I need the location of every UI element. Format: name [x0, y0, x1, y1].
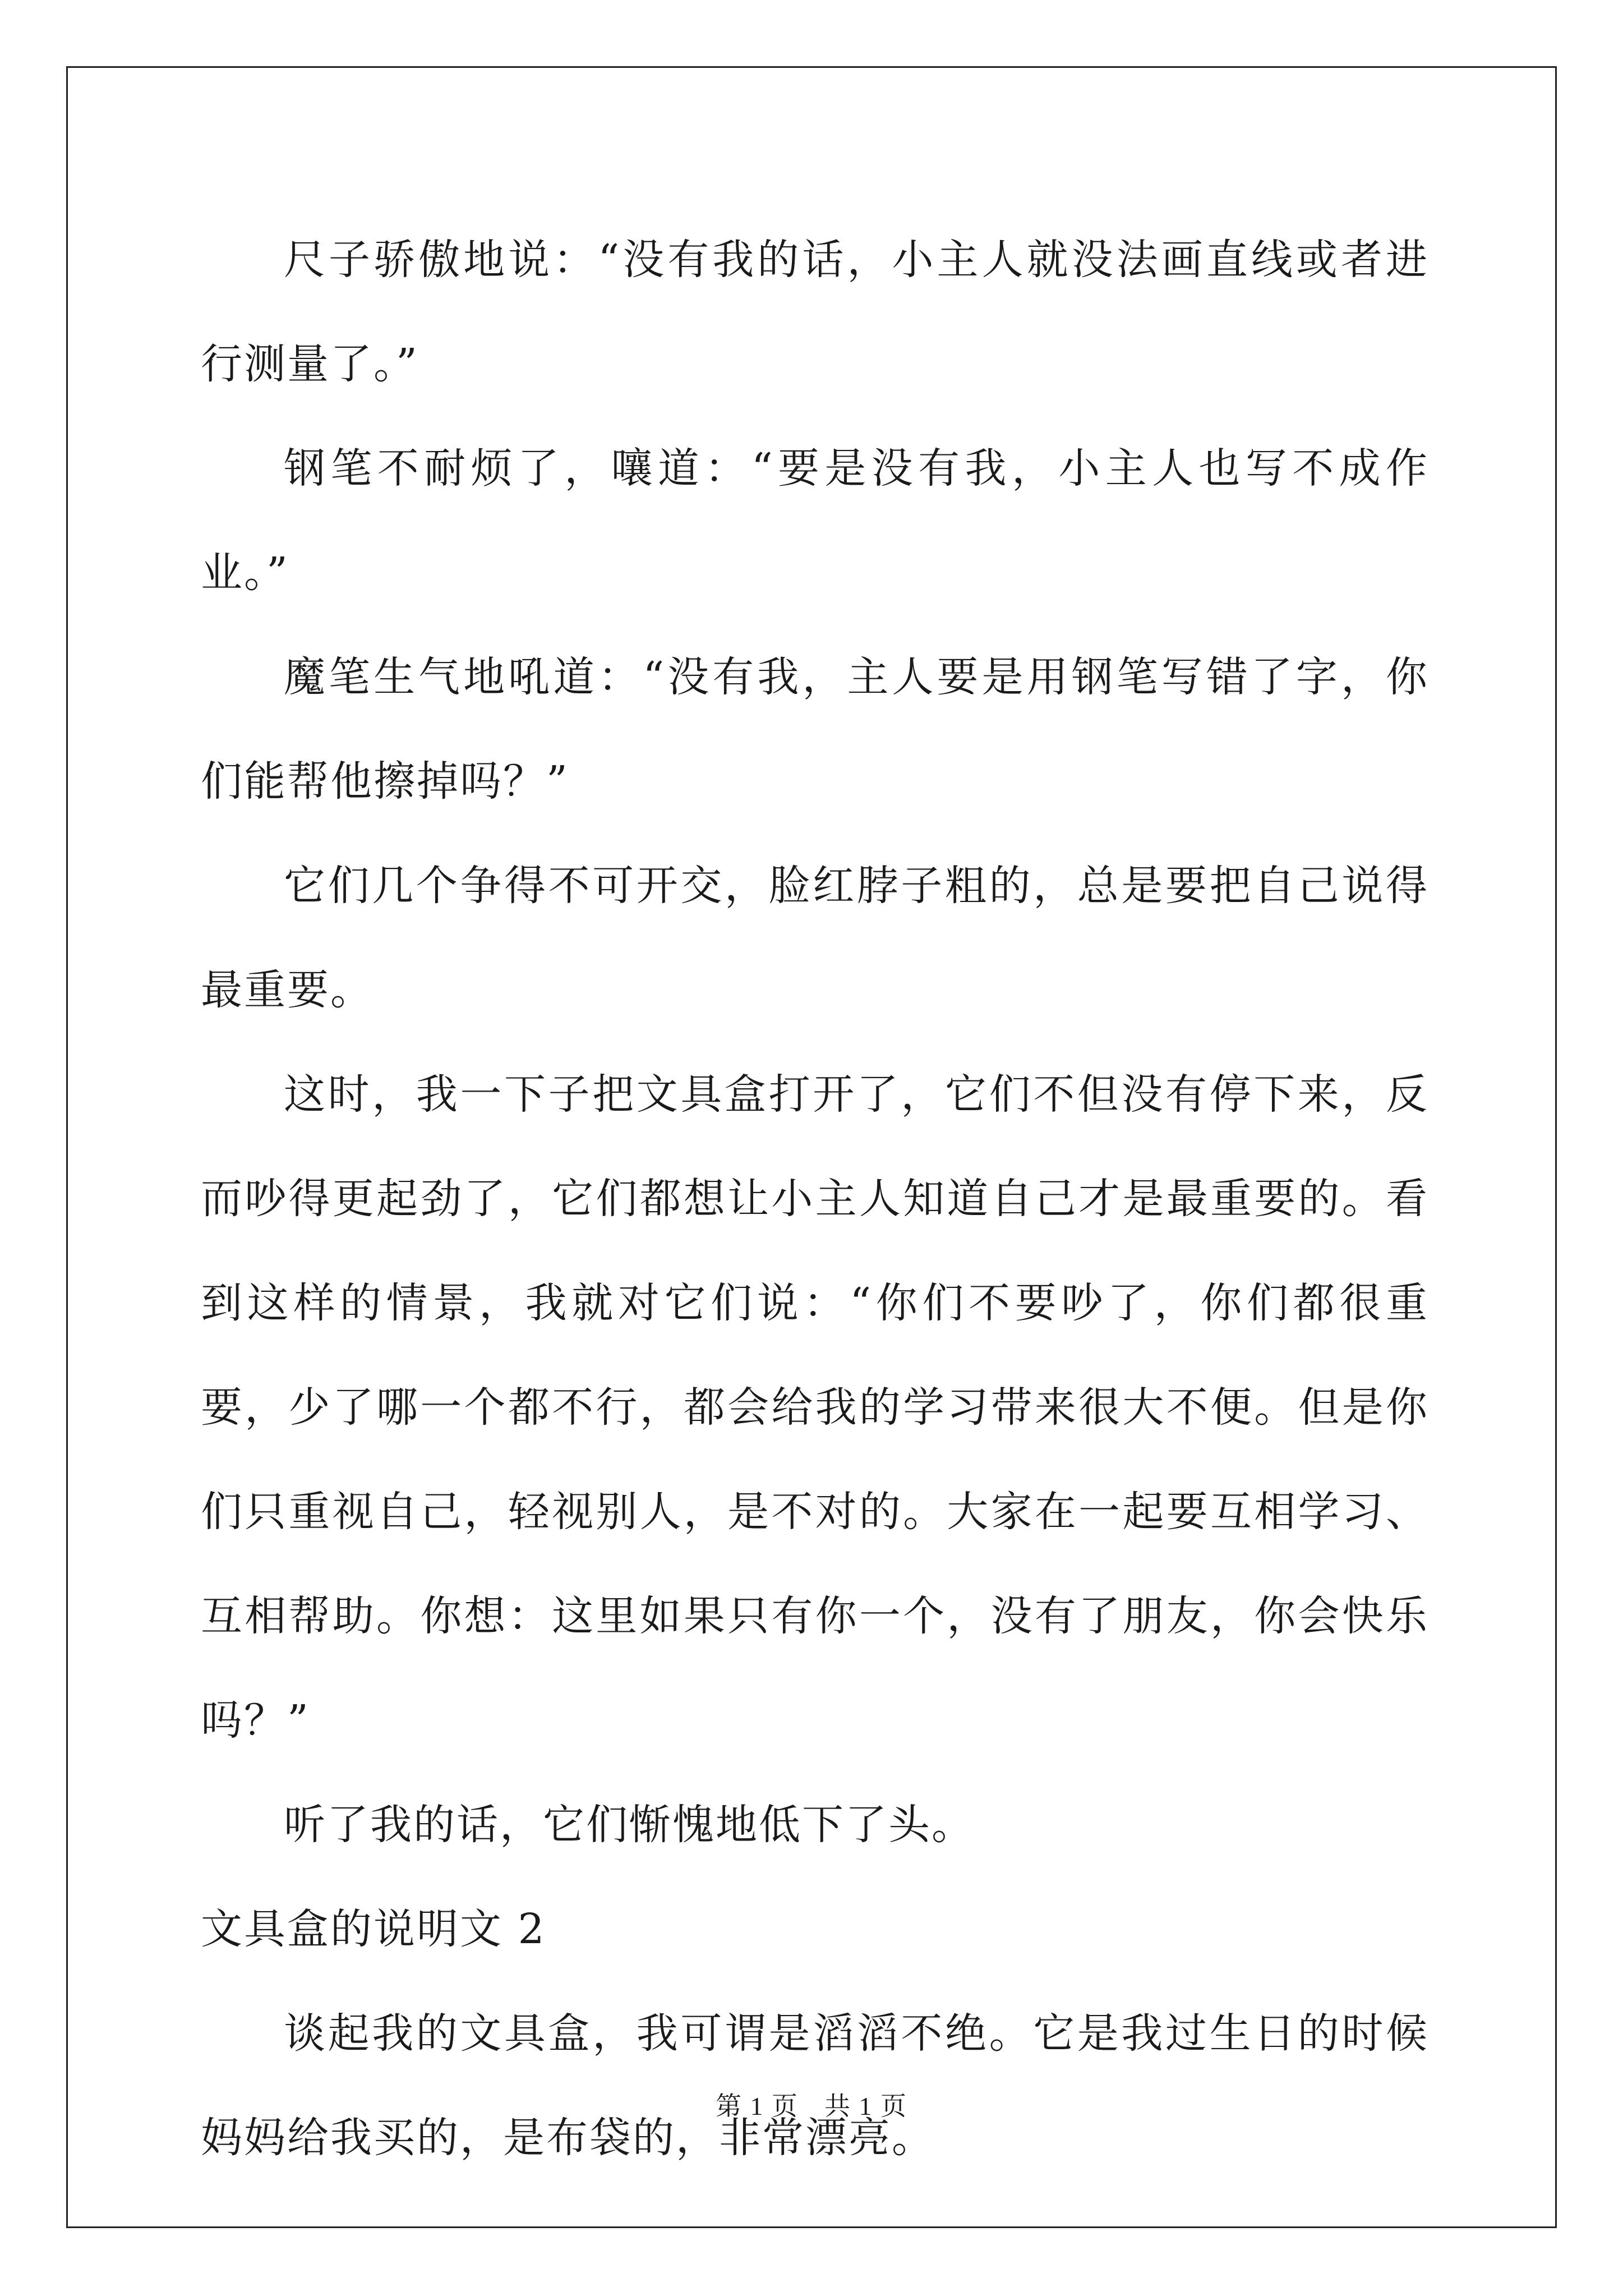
paragraph: 魔笔生气地吼道：“没有我，主人要是用钢笔写错了字，你们能帮他擦掉吗？” — [201, 653, 1429, 806]
paragraph: 这时，我一下子把文具盒打开了，它们不但没有停下来，反而吵得更起劲了，它们都想让小主人知道自己才是最重要的。看到这样的情景，我就对它们说：“你们不要吵了，你们都很重要，少了哪一个都不行，都会给我的学习带来很大不便。但是你们只重视自己，轻视别人，是不对的。大家在一起要互相学习、互相帮助。你想：这里如果只有你一个，没有了朋友，你会快乐吗？” — [201, 1070, 1429, 1745]
page-footer — [0, 2086, 1623, 2123]
page-number: 第 1 页 — [716, 2092, 799, 2120]
page-total: 共 1 页 — [824, 2092, 907, 2120]
document-body — [201, 208, 1429, 2190]
paragraph: 它们几个争得不可开交，脸红脖子粗的，总是要把自己说得最重要。 — [201, 862, 1429, 1014]
paragraph: 听了我的话，它们惭愧地低下了头。 — [284, 1801, 975, 1849]
paragraph: 尺子骄傲地说：“没有我的话，小主人就没法画直线或者进行测量了。” — [201, 236, 1429, 388]
paragraph: 钢笔不耐烦了，嚷道：“要是没有我，小主人也写不成作业。” — [201, 444, 1429, 597]
section-heading: 文具盒的说明文 2 — [201, 1905, 546, 1953]
paragraph: 谈起我的文具盒，我可谓是滔滔不绝。它是我过生日的时候妈妈给我买的，是布袋的，非常漂亮。 — [201, 2009, 1429, 2162]
